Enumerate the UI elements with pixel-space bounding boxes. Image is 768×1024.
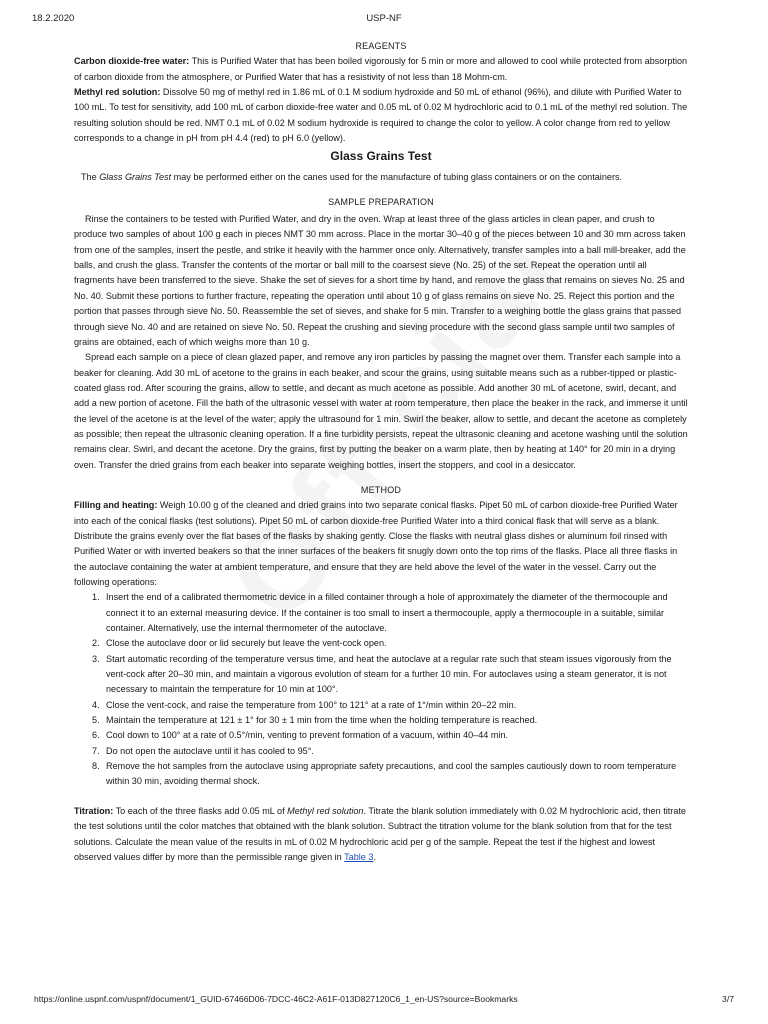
sample-prep-paragraph-2: Spread each sample on a piece of clean glazed paper, and remove any iron particles by passing the magnet over them. Transfer each sample into a beaker for cleaning. Add 30 mL of acetone to the grains in each beaker, and scour the grains, using suitable means such as a rubber-tipped or plastic-coated glass rod. After scouring the grains, allow to settle, and decant as much acetone as possible. Add another 30 mL of acetone, swirl, decant, and add a new portion of acetone. Fill the bath of the ultrasonic vessel with water at room temperature, then place the beaker in the rack, and immerse it until the level of the acetone is at the level of the water; apply the ultrasound for 1 min. Swirl the beaker, allow to settle, and decant the acetone as completely as possible; then repeat the ultrasonic cleaning operation. If a fine turbidity persists, repeat the ultrasonic cleaning and acetone washing until the solution remains clear. Swirl, and decant the acetone. Dry the grains, first by putting the beaker on a warm plate, then by heating at 140° for 20 min in a drying oven. Transfer the dried grains from each beaker into separate weighing bottles, insert the stoppers, and cool in a desiccator. xyxy=(74,352,688,470)
titration-text-3: . xyxy=(373,851,376,862)
list-item: Maintain the temperature at 121 ± 1° for 30 ± 1 min from the time when the holding temperature is reached. xyxy=(106,715,538,726)
print-title: USP-NF xyxy=(366,13,402,24)
print-header xyxy=(32,13,736,27)
filling-heating-entry xyxy=(74,498,688,590)
list-item: Cool down to 100° at a rate of 0.5°/min, venting to prevent formation of a vacuum, within 40–44 min. xyxy=(106,730,509,741)
list-item: Close the autoclave door or lid securely but leave the vent-cock open. xyxy=(106,638,387,649)
method-heading: METHOD xyxy=(360,484,402,495)
methyl-red-text: Dissolve 50 mg of methyl red in 1.86 mL of 0.1 M sodium hydroxide and 50 mL of ethanol (96%), and dilute with Purified Water to 100 mL. To test for sensitivity, add 100 mL of carbon dioxide-free water and 0.05 mL of 0.02 M hydrochloric acid to 0.1 mL of the methyl red solution. The resulting solution should be red. NMT 0.1 mL of 0.02 M sodium hydroxide is required to change the color to yellow. A color change from red to yellow corresponds to a change in pH from pH 4.4 (red) to pH 6.0 (yellow). xyxy=(74,87,688,144)
titration-entry xyxy=(74,804,688,865)
methyl-red-label: Methyl red solution: xyxy=(74,87,161,98)
intro-text-post: may be performed either on the canes used for the manufacture of tubing glass containers or on the containers. xyxy=(171,172,623,183)
titration-label: Titration: xyxy=(74,805,114,816)
reagents-heading: REAGENTS xyxy=(355,41,407,51)
autoclave-steps-list xyxy=(74,590,688,789)
titration-text-1: To each of the three flasks add 0.05 mL of xyxy=(113,805,288,816)
list-item: Remove the hot samples from the autoclave using appropriate safety precautions, and cool the samples cautiously down to room temperature within 30 min, avoiding thermal shock. xyxy=(106,761,677,787)
page-number: 3/7 xyxy=(722,994,734,1004)
print-date: 18.2.2020 xyxy=(32,13,75,24)
document-body xyxy=(74,39,688,865)
filling-heating-text: Weigh 10.00 g of the cleaned and dried grains into two separate conical flasks. Pipet 50 mL of carbon dioxide-free Purified Water into each of the conical flasks (test solutions). Pipet 50 mL of carbon dioxide-free Purified Water into a third conical flask that will serve as a blank. Distribute the grains evenly over the flat bases of the flasks by shaking gently. Close the flasks with neutral glass dishes or aluminum foil rinsed with Purified Water or with inverted beakers so that the inner surfaces of the beakers fit snugly down onto the top rims of the flasks. Place all three flasks in the autoclave containing the water at ambient temperature, and ensure that they are held above the level of the water in the vessel. Carry out the following operations: xyxy=(74,500,678,587)
filling-heating-label: Filling and heating: xyxy=(74,500,158,511)
list-item: Start automatic recording of the temperature versus time, and heat the autoclave at a regular rate such that steam issues vigorously from the vent-cock after 20–30 min, and maintain a vigorous evolution of steam for a further 10 min. For autoclaves using a steam generator, it is not necessary to maintain the temperature for 10 min at 100°. xyxy=(106,653,672,695)
intro-emphasis: Glass Grains Test xyxy=(99,172,172,183)
titration-text-2: . Titrate the blank solution immediately with 0.02 M hydrochloric acid, then titrate the test solutions until the color matches that obtained with the blank solution. Subtract the titration volume for the blank solution from that for the test solutions. Calculate the mean value of the results in mL of 0.02 M hydrochloric acid per g of the sample. Repeat the test if the highest and lowest observed values differ by more than the permissible range given in xyxy=(74,805,686,862)
print-footer xyxy=(34,994,734,1008)
methyl-red-entry xyxy=(74,85,688,146)
sample-prep-paragraph-1: Rinse the containers to be tested with Purified Water, and dry in the oven. Wrap at least three of the glass articles in clean paper, and crush to produce two samples of about 100 g each in pieces NMT 30 mm across. Place in the mortar 30–40 g of the pieces between 10 and 30 mm across taken from one of the samples, insert the pestle, and strike it heavily with the hammer once only. Alternatively, transfer samples into a ball mill-breaker, add the balls, and crush the glass. Transfer the contents of the mortar or ball mill to the coarsest sieve (No. 25) of the set. Repeat the operation until all fragments have been transferred to the sieve. Shake the set of sieves for a short time by hand, and remove the glass that remains on sieves No. 25 and No. 40. Submit these portions to further fracture, repeating the operation until about 10 g of glass remains on sieve No. 25. Reject this portion and the portion that passes through sieve No. 50. Reassemble the set of sieves, and shake for 5 min. Transfer to a weighing bottle the glass grains that passed through sieve No. 40 and are retained on sieve No. 50. Repeat the crushing and sieving procedure with the second glass sample until two samples of grains are obtained, each of which weighs more than 10 g. xyxy=(74,214,686,347)
intro-text-pre: The xyxy=(81,172,100,183)
page-url: https://online.uspnf.com/uspnf/document/1_GUID-67466D06-7DCC-46C2-A61F-013D827120C6_1_en-US?source=Bookmarks xyxy=(34,994,518,1004)
glass-grains-intro xyxy=(70,170,688,185)
glass-grains-title: Glass Grains Test xyxy=(330,149,432,164)
sample-preparation-heading: SAMPLE PREPARATION xyxy=(328,196,434,207)
methyl-red-reference: Methyl red solution xyxy=(287,805,364,816)
list-item: Do not open the autoclave until it has cooled to 95°. xyxy=(106,745,314,756)
list-item: Close the vent-cock, and raise the temperature from 100° to 121° at a rate of 1°/min within 20–22 min. xyxy=(106,699,517,710)
spacer xyxy=(74,790,688,804)
co2-free-water-label: Carbon dioxide-free water: xyxy=(74,56,190,67)
spacer xyxy=(74,473,688,483)
spacer xyxy=(74,186,688,195)
co2-free-water-text: This is Purified Water that has been boiled vigorously for 5 min or more and allowed to cool while protected from absorption of carbon dioxide from the atmosphere, or Purified Water that has a resistivity of not less than 18 Mohm-cm. xyxy=(74,56,688,82)
list-item: Insert the end of a calibrated thermometric device in a filled container through a hole of approximately the diameter of the thermocouple and connect it to an external measuring device. If the container is too small to insert a thermocouple, apply a thermocouple in a suitable, similar container. Alternatively, use the internal thermometer of the autoclave. xyxy=(106,592,668,634)
co2-free-water-entry xyxy=(74,54,688,85)
table-3-link[interactable]: Table 3 xyxy=(344,851,374,862)
